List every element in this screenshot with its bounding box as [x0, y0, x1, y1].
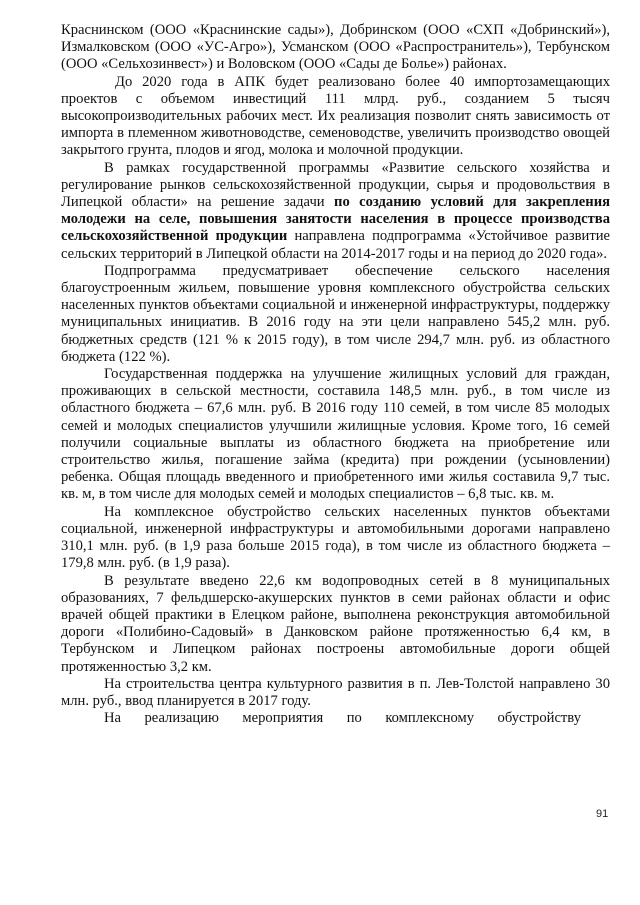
document-page: [61, 22, 610, 727]
state-program-text-end: направлена подпрограмма «Устойчивое развитие сельских территорий в Липецкой области на 2014-2017 годы и на период до 2020 года».: [61, 228, 610, 262]
state-program-bold-task: по созданию условий для закрепления молодежи на селе, повышения занятости населения в процессе производства сельскохозяйственной продукции: [61, 194, 610, 245]
paragraph-housing-support: Государственная поддержка на улучшение жилищных условий для граждан, проживающих в сельской местности, составила 148,5 млн. руб., в том числе из областного бюджета – 67,6 млн. руб. В 2016 году 110 семей, в том числе 85 молодых семей и молодых специалистов улучшили жилищные условия. Кроме того, 16 семей получили социальные выплаты из областного бюджета на приобретение или строительство жилья, погашение займа (кредита) при рождении (усыновлении) ребенка. Общая площадь введенного и приобретенного ими жилья составила 9,7 тыс. кв. м, в том числе для молодых семей и молодых специалистов – 6,8 тыс. кв. м.: [61, 366, 610, 503]
paragraph-districts: Краснинском (ООО «Краснинские сады»), Добринском (ООО «СХП «Добринский»), Измалковском (ООО «УС-Агро»), Усманском (ООО «Распространитель»), Тербунском (ООО «Сельхозинвест») и Воловском (ООО «Сады де Болье») районах.: [61, 22, 610, 73]
paragraph-results: В результате введено 22,6 км водопроводных сетей в 8 муниципальных образованиях, 7 фельдшерско-акушерских пунктов в семи районах области и офис врачей общей практики в Елецком районе, выполнена реконструкция автомобильной дороги «Полибино-Садовый» в Данковском районе протяженностью 6,4 км, в Тербунском и Липецком районах построены автомобильные дороги общей протяженностью 3,2 км.: [61, 572, 610, 675]
paragraph-continued: На реализацию мероприятия по комплексному обустройству: [104, 710, 581, 727]
page-number: 91: [596, 808, 609, 820]
state-program-text-start: В рамках государственной программы «Развитие сельского хозяйства и регулирование рынков сельскохозяйственной продукции, сырья и продовольствия в Липецкой области» на решение задачи: [61, 159, 610, 211]
paragraph-import-substitution: До 2020 года в АПК будет реализовано более 40 импортозамещающих проектов с объемом инвестиций 111 млрд. руб., созданием 5 тысяч высокопроизводительных рабочих мест. Их реализация позволит снять зависимость от импорта в племенном животноводстве, семеноводстве, увеличить производство овощей закрытого грунта, плодов и ягод, молока и молочной продукции.: [61, 73, 610, 159]
paragraph-subprogram: Подпрограмма предусматривает обеспечение сельского населения благоустроенным жильем, повышение уровня комплексного обустройства сельских населенных пунктов объектами социальной и инженерной инфраструктуры, поддержку муниципальных инициатив. В 2016 году на эти цели направлено 545,2 млн. руб. бюджетных средств (121 % к 2015 году), в том числе 294,7 млн. руб. из областного бюджета (122 %).: [61, 262, 610, 365]
paragraph-culture-center: На строительства центра культурного развития в п. Лев-Толстой направлено 30 млн. руб., ввод планируется в 2017 году.: [61, 675, 610, 709]
paragraph-state-program: [61, 160, 610, 263]
paragraph-infrastructure: На комплексное обустройство сельских населенных пунктов объектами социальной, инженерной инфраструктуры и автомобильными дорогами направлено 310,1 млн. руб. (в 1,9 раза больше 2015 года), в том числе из областного бюджета – 179,8 млн. руб. (в 1,9 раза).: [61, 503, 610, 572]
